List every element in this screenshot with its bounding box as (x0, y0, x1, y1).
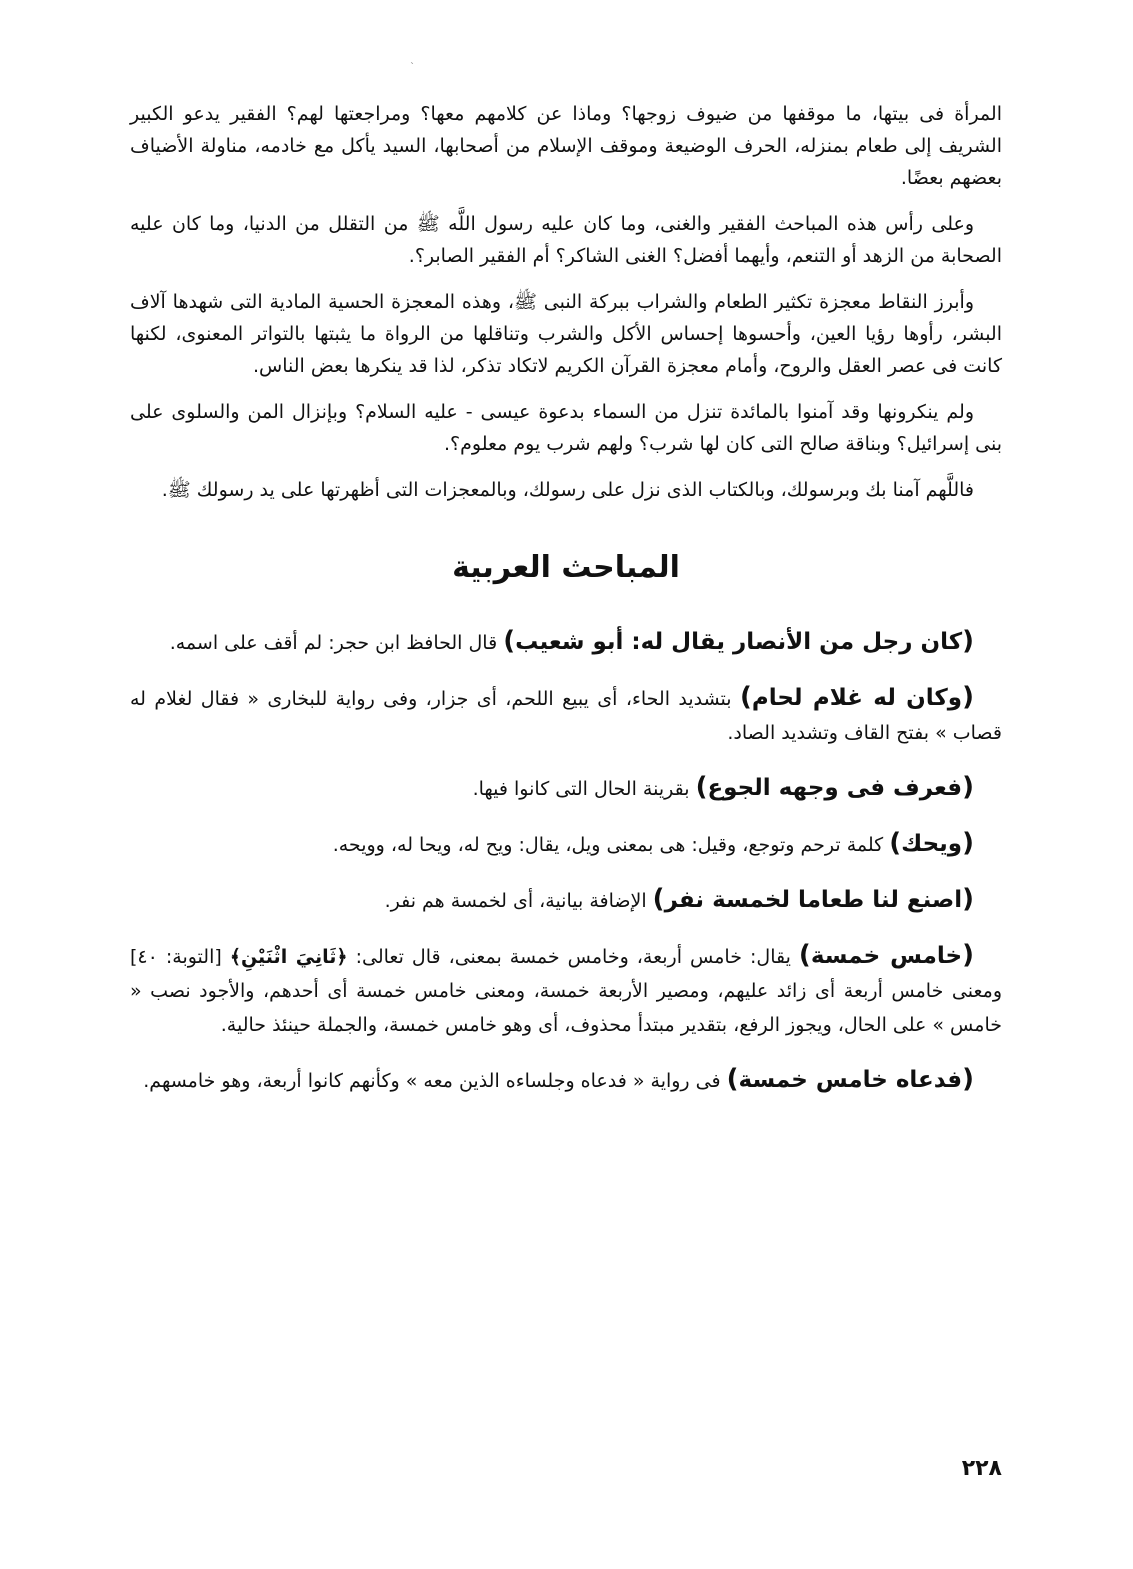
entry-text: كلمة ترحم وتوجع، وقيل: هى بمعنى ويل، يقال: ويح له، ويحا له، وويحه. (332, 834, 890, 856)
paragraph-3: وأبرز النقاط معجزة تكثير الطعام والشراب ببركة النبى ﷺ، وهذه المعجزة الحسية المادية التى شهدها آلاف البشر، رأوها رؤيا العين، وأحسوها إحساس الأكل والشرب وتناقلها من الرواة ما يثبتها بالتواتر المعنوى، لكنها كانت فى عصر العقل والروح، وأمام معجزة القرآن الكريم لاتكاد تذكر، لذا قد ينكرها بعض الناس. (130, 291, 1002, 377)
entry-term: خامس خمسة (810, 943, 963, 969)
quran-verse: ﴿ثَانِيَ اثْنَيْنِ﴾ (229, 946, 348, 968)
entry-2: (وكان له غلام لحام) بتشديد الحاء، أى يبيع اللحم، أى جزار، وفى رواية للبخارى « فقال لغلام له قصاب » بفتح القاف وتشديد الصاد. (130, 682, 1002, 744)
entry-text: فى رواية « فدعاه وجلساءه الذين معه » وكأنهم كانوا أربعة، وهو خامسهم. (143, 1070, 727, 1092)
section-heading: المباحث العربية (452, 550, 680, 585)
entry-text: بتشديد الحاء، أى يبيع اللحم، أى جزار، وفى رواية للبخارى « فقال لغلام له قصاب » بفتح القاف وتشديد الصاد. (130, 688, 1002, 744)
entry-text: بقرينة الحال التى كانوا فيها. (472, 778, 696, 800)
entry-4: (ويحك) كلمة ترحم وتوجع، وقيل: هى بمعنى ويل، يقال: ويح له، ويحا له، وويحه. (332, 828, 974, 858)
paragraph-2: وعلى رأس هذه المباحث الفقير والغنى، وما كان عليه رسول اللَّه ﷺ من التقلل من الدنيا، وما كان عليه الصحابة من الزهد أو التنعم، وأيهما أفضل؟ الغنى الشاكر؟ أم الفقير الصابر؟. (130, 213, 1002, 267)
entry-3: (فعرف فى وجهه الجوع) بقرينة الحال التى كانوا فيها. (472, 772, 974, 802)
paragraph-1: المرأة فى بيتها، ما موقفها من ضيوف زوجها؟ وماذا عن كلامهم معها؟ ومراجعتها لهم؟ الفقير يدعو الكبير الشريف إلى طعام بمنزله، الحرف الوضيعة وموقف الإسلام من أصحابها، السيد يأكل مع خادمه، مناولة الأضياف بعضهم بعضًا. (130, 103, 1002, 189)
paragraph-5: فاللَّهم آمنا بك وبرسولك، وبالكتاب الذى نزل على رسولك، وبالمعجزات التى أظهرتها على يد رسولك ﷺ. (161, 479, 974, 501)
entry-term: ويحك (901, 831, 963, 857)
entry-term: فعرف فى وجهه الجوع (707, 775, 963, 801)
scan-speck: ` (410, 62, 415, 73)
entry-6: (خامس خمسة) يقال: خامس أربعة، وخامس خمسة بمعنى، قال تعالى: ﴿ثَانِيَ اثْنَيْنِ﴾ [التوبة: ٤٠] ومعنى خامس أربعة أى زائد عليهم، ومصير الأربعة خمسة، ومعنى خامس خمسة أى أحدهم، والأجود نصب « خامس » على الحال، ويجوز الرفع، بتقدير مبتدأ محذوف، أى وهو خامس خمسة، والجملة حينئذ حالية. (130, 940, 1002, 1036)
entry-term: اصنع لنا طعاما لخمسة نفر (664, 887, 963, 913)
entry-text: قال الحافظ ابن حجر: لم أقف على اسمه. (169, 632, 504, 654)
entry-term: فدعاه خامس خمسة (738, 1067, 963, 1093)
entry-term: كان رجل من الأنصار يقال له: أبو شعيب (515, 629, 963, 655)
entry-text-continued: [التوبة: ٤٠] ومعنى خامس أربعة أى زائد عليهم، ومصير الأربعة خمسة، ومعنى خامس خمسة أى أحدهم، والأجود نصب « خامس » على الحال، ويجوز الرفع، بتقدير مبتدأ محذوف، أى وهو خامس خمسة، والجملة حينئذ حالية. (130, 946, 1002, 1036)
page-number: ٢٢٨ (961, 1456, 1002, 1481)
entry-text: يقال: خامس أربعة، وخامس خمسة بمعنى، قال تعالى: (355, 946, 799, 968)
entry-7: (فدعاه خامس خمسة) فى رواية « فدعاه وجلساءه الذين معه » وكأنهم كانوا أربعة، وهو خامسهم. (143, 1064, 974, 1094)
paragraph-4: ولم ينكرونها وقد آمنوا بالمائدة تنزل من السماء بدعوة عيسى - عليه السلام؟ وبإنزال المن والسلوى على بنى إسرائيل؟ وبناقة صالح التى كان لها شرب؟ ولهم شرب يوم معلوم؟. (130, 401, 1002, 455)
entry-term: وكان له غلام لحام (751, 685, 963, 711)
page-body (130, 98, 1002, 1118)
entry-text: الإضافة بيانية، أى لخمسة هم نفر. (384, 890, 653, 912)
entry-1: (كان رجل من الأنصار يقال له: أبو شعيب) قال الحافظ ابن حجر: لم أقف على اسمه. (169, 626, 974, 656)
entry-5: (اصنع لنا طعاما لخمسة نفر) الإضافة بيانية، أى لخمسة هم نفر. (384, 884, 974, 914)
